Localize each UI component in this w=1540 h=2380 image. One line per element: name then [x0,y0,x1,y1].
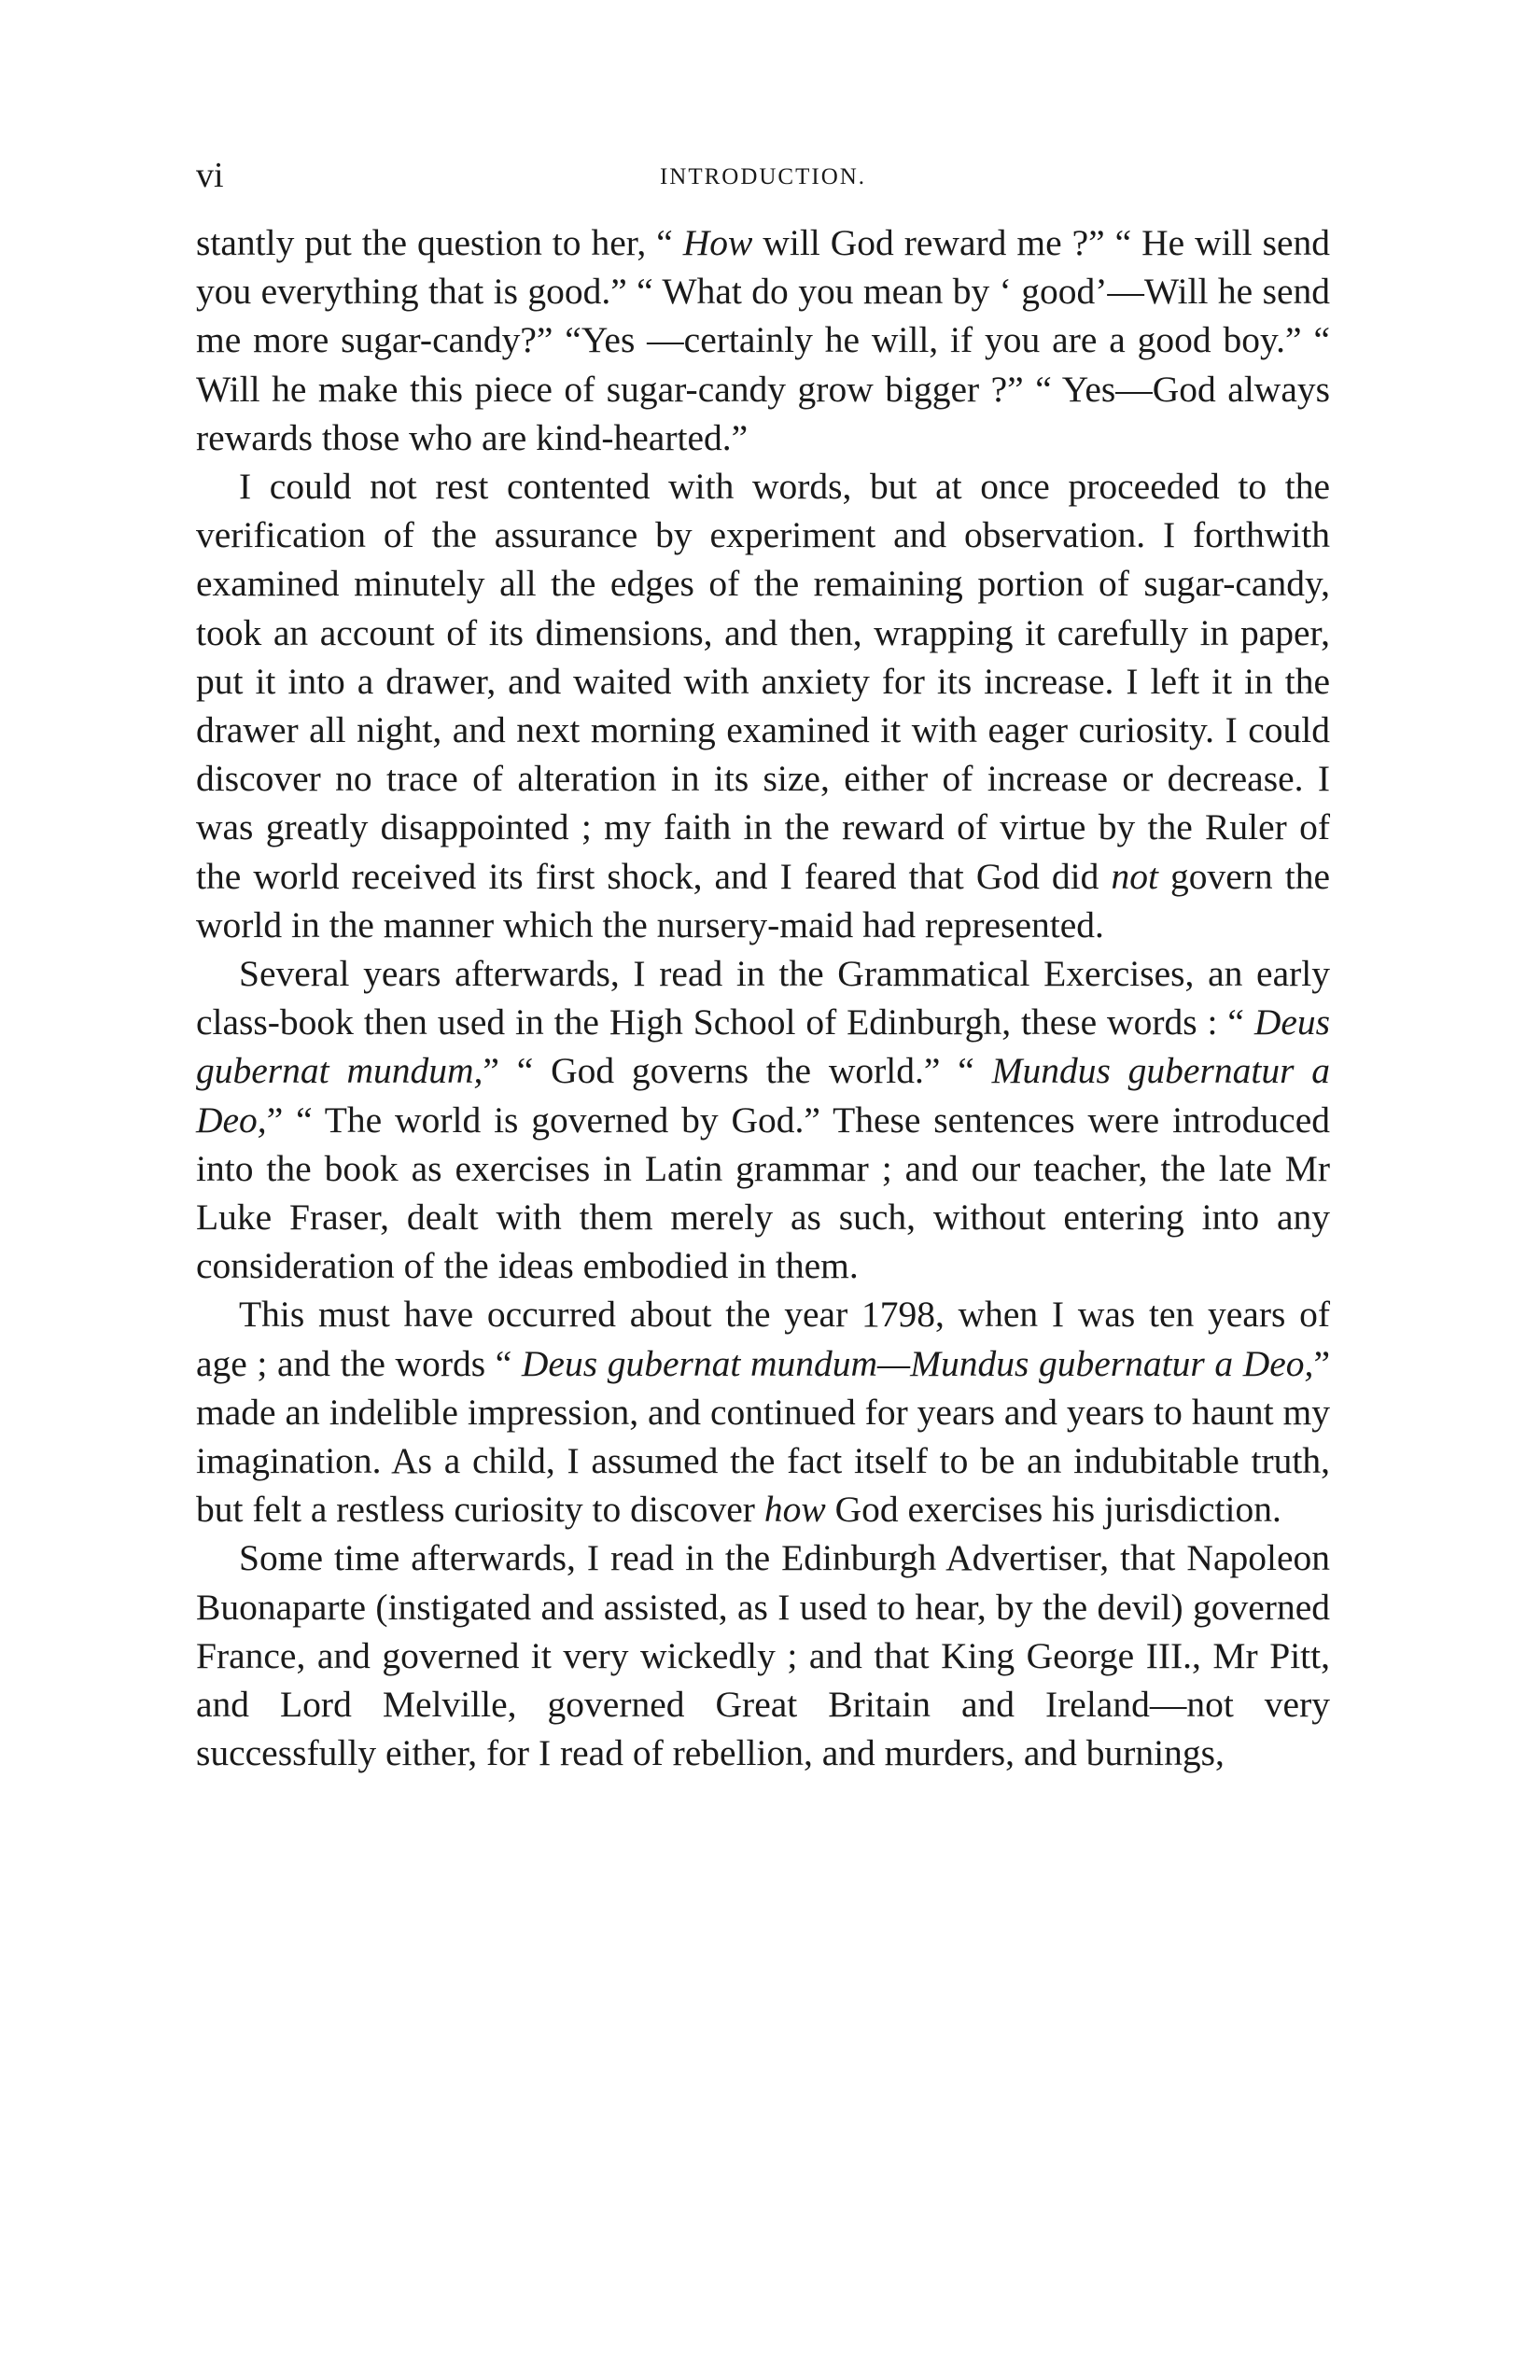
text-run: will God reward me ?” “ He will send you everything that is good.” “ What do you mean by ‘ good’—Will he send me more sugar-candy?” “Yes —certainly he will, if you are a good boy.” “ Will he make this piece of sugar-candy grow bigger ?” “ Yes—God always rewards those who are kind-hearted.” [196,222,1330,458]
paragraph [196,949,1330,1290]
paragraph [196,218,1330,462]
italic-text-run: Mundus gubernatur a Deo, [196,1050,1331,1141]
italic-text-run: how [763,1489,826,1531]
text-run: I could not rest contented with words, but at once proceeded to the verification of the assurance by experiment and observation. I forthwith examined minutely all the edges of the remaining portion of sugar-candy, took an account of its dimensions, and then, wrapping it carefully in paper, put it into a drawer, and waited with anxiety for its increase. I left it in the drawer all night, and next morning examined it with eager curiosity. I could discover no trace of alteration in its size, either of increase or decrease. I was greatly disappointed ; my faith in the reward of virtue by the Ruler of the world received its first shock, and I feared that God did [196,466,1330,897]
body-text [196,218,1330,1778]
paragraph [196,462,1330,949]
italic-text-run: not [1111,855,1158,897]
text-run: ” made an indelible impression, and continued for years and years to haunt my imagination. As a child, I assumed the fact itself to be an indubitable truth, but felt a restless curiosity to discover [196,1342,1330,1531]
running-head: INTRODUCTION. [659,164,867,189]
text-run: govern the world in the manner which the nursery-maid had represented. [196,855,1330,945]
book-page [196,157,1330,1778]
text-run: stantly put the question to her, “ [196,222,683,263]
text-run: Several years afterwards, I read in the Grammatical Exercises, an early class-book then used in the High School of Edinburgh, these words : “ [196,953,1330,1043]
paragraph [196,1290,1330,1533]
text-run: ” “ God governs the world.” “ [483,1050,992,1092]
text-run: This must have occurred about the year 1798, when I was ten years of age ; and the words “ [196,1294,1330,1384]
italic-text-run: Deus gubernat mundum—Mundus gubernatur a Deo, [521,1342,1314,1384]
paragraph [196,1533,1330,1777]
text-run: God exercises his jurisdiction. [825,1489,1281,1531]
text-run: ” “ The world is governed by God.” These sentences were introduced into the book as exercises in Latin grammar ; and our teacher, the late Mr Luke Fraser, dealt with them merely as such, without entering into any consideration of the ideas embodied in them. [196,1099,1330,1287]
italic-text-run: Deus gubernat mundum, [196,1001,1330,1092]
italic-text-run: How [682,222,753,263]
page-header [196,157,1330,194]
text-run: Some time afterwards, I read in the Edinburgh Advertiser, that Napoleon Buonaparte (instigated and assisted, as I used to hear, by the devil) governed France, and governed it very wickedly ; and that King George III., Mr Pitt, and Lord Melville, governed Great Britain and Ireland—not very successfully either, for I read of rebellion, and murders, and burnings, [196,1537,1330,1774]
page-number: vi [196,156,224,195]
